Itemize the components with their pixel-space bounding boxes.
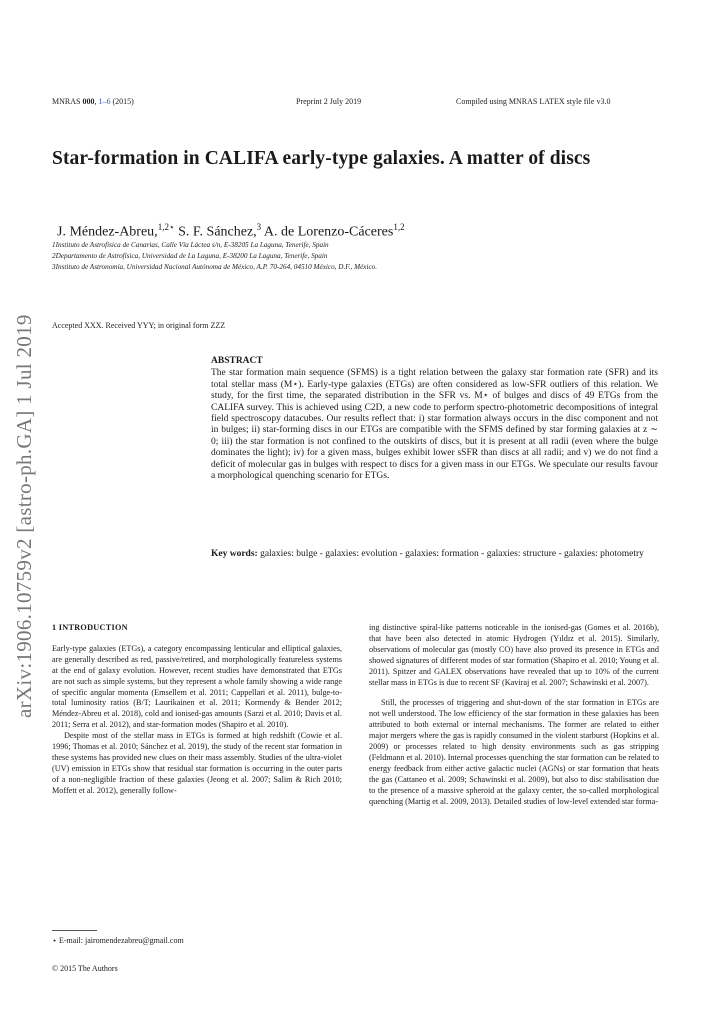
arxiv-identifier[interactable]: arXiv:1906.10759v2 [astro-ph.GA] 1 Jul 2019	[12, 314, 36, 718]
intro-paragraph-4: Still, the processes of triggering and shut-down of the star formation in ETGs are not well understood. The low efficiency of the star formation in these galaxies has been attributed to both external or internal mechanisms. The former are related to either major mergers where the gas is rapidly consumed in the violent starburst (Hopkins et al. 2009) or processes related to high density environments such as gas stripping (Feldmann et al. 2010). Internal processes quenching the star formation can be related to energy feedback from either active galactic nuclei (AGNs) or star formation that heats the gas (Cattaneo et al. 2009; Schawinski et al. 2009), but also to disc stabilisation due to the presence of a massive spheroid at the galaxy center, the so-called morphological quenching (Martig et al. 2009, 2013). Detailed studies of low-level extended star forma-	[369, 698, 659, 806]
right-column	[369, 623, 659, 808]
affiliation-1: 1Instituto de Astrofísica de Canarias, Calle Vía Láctea s/n, E-38205 La Laguna, Tenerife, Spain	[52, 241, 329, 249]
journal-name: MNRAS	[52, 97, 83, 106]
affiliation-2: 2Departamento de Astrofísica, Universidad de La Laguna, E-38200 La Laguna, Tenerife, Spain	[52, 252, 328, 260]
author-list: J. Méndez-Abreu,$^{1,2⋆}$ S. F. Sánchez,$^3$ A. de Lorenzo-Cáceres$^{1,2}$	[57, 222, 405, 240]
journal-year: (2015)	[110, 97, 134, 106]
keywords-text: galaxies: bulge - galaxies: evolution - galaxies: formation - galaxies: structure - galaxies: photometry	[260, 549, 644, 559]
preprint-date: Preprint 2 July 2019	[296, 97, 362, 106]
footnote-rule	[52, 930, 97, 931]
abstract-text: The star formation main sequence (SFMS) is a tight relation between the galaxy star formation rate (SFR) and its total stellar mass (M⋆). Early-type galaxies (ETGs) are often considered as low-SFR outliers of this relation. We study, for the first time, the separated distribution in the SFR vs. M⋆ of bulges and discs of 49 ETGs from the CALIFA survey. This is achieved using C2D, a new code to perform spectro-photometric decompositions of integral field spectroscopy datacubes. Our results reflect that: i) star formation always occurs in the disc component and not in bulges; ii) star-forming discs in our ETGs are compatible with the SFMS defined by star forming galaxies at z ∼ 0; iii) the star formation is not confined to the outskirts of discs, but it is present at all radii (even where the bulge dominates the light); iv) for a given mass, bulges exhibit lower sSFR than discs at all radii; and v) we do not find a deficit of molecular gas in bulges with respect to discs for a given mass in our ETGs. We speculate our results favour a morphological quenching scenario for ETGs.	[211, 368, 658, 482]
compile-note: Compiled using MNRAS LATEX style file v3.0	[456, 97, 611, 106]
intro-paragraph-2: Despite most of the stellar mass in ETGs is formed at high redshift (Cowie et al. 1996; Thomas et al. 2010; Sánchez et al. 2019), the study of the recent star formation in these systems has provided new clues on their mass assembly. Studies of the ultra-violet (UV) emission in ETGs show that residual star formation is occurring in the outer parts of a non-negligible fraction of these galaxies (Jeong et al. 2007; Salim & Rich 2010; Moffett et al. 2012), generally follow-	[52, 731, 342, 795]
section-heading: 1 INTRODUCTION	[52, 623, 128, 632]
footnote-email: ⋆ E-mail: jairomendezabreu@gmail.com	[52, 936, 184, 945]
abstract-block	[211, 356, 658, 482]
page-range-link[interactable]: 1–6	[98, 97, 111, 106]
received-note: Accepted XXX. Received YYY; in original form ZZZ	[52, 321, 226, 330]
intro-paragraph-3: ing distinctive spiral-like patterns noticeable in the ionised-gas (Gomes et al. 2016b), that have been also detected in atomic Hydrogen (Yıldız et al. 2015). Similarly, observations of molecular gas (mostly CO) have also proved its presence in ETGs and showed signatures of different modes of star formation (Shapiro et al. 2010; Young et al. 2011). Spitzer and GALEX observations have revealed that up to 10% of the current stellar mass in ETGs is due to recent SF (Kaviraj et al. 2007; Schawinski et al. 2007).	[369, 623, 659, 687]
affiliation-3: 3Instituto de Astronomía, Universidad Nacional Autónoma de México, A.P. 70-264, 04510 México, D.F., México.	[52, 263, 378, 271]
left-column	[52, 623, 342, 797]
keywords-block	[211, 549, 658, 560]
copyright-notice: © 2015 The Authors	[52, 964, 118, 973]
abstract-heading: ABSTRACT	[211, 356, 263, 366]
keywords-label: Key words:	[211, 549, 258, 559]
journal-header: MNRAS 000, 1–6 (2015)	[52, 97, 134, 106]
intro-paragraph-1: Early-type galaxies (ETGs), a category encompassing lenticular and elliptical galaxies, are generally described as red, passive/retired, and morphologically featureless systems at the end of galaxy evolution. However, recent studies have demonstrated that ETGs are not such as simple systems, but they represent a whole family showing a wide range of specific angular momenta (Emsellem et al. 2011; Cappellari et al. 2011), bulge-to-total luminosity ratios (B/T; Laurikainen et al. 2011; Kormendy & Bender 2012; Méndez-Abreu et al. 2018), cold and ionised-gas amounts (Sarzi et al. 2010; Davis et al. 2011; Serra et al. 2012), and star-formation modes (Shapiro et al. 2010).	[52, 643, 342, 730]
paper-title: Star-formation in CALIFA early-type galaxies. A matter of discs	[52, 148, 591, 169]
journal-volume: 000	[82, 97, 95, 106]
